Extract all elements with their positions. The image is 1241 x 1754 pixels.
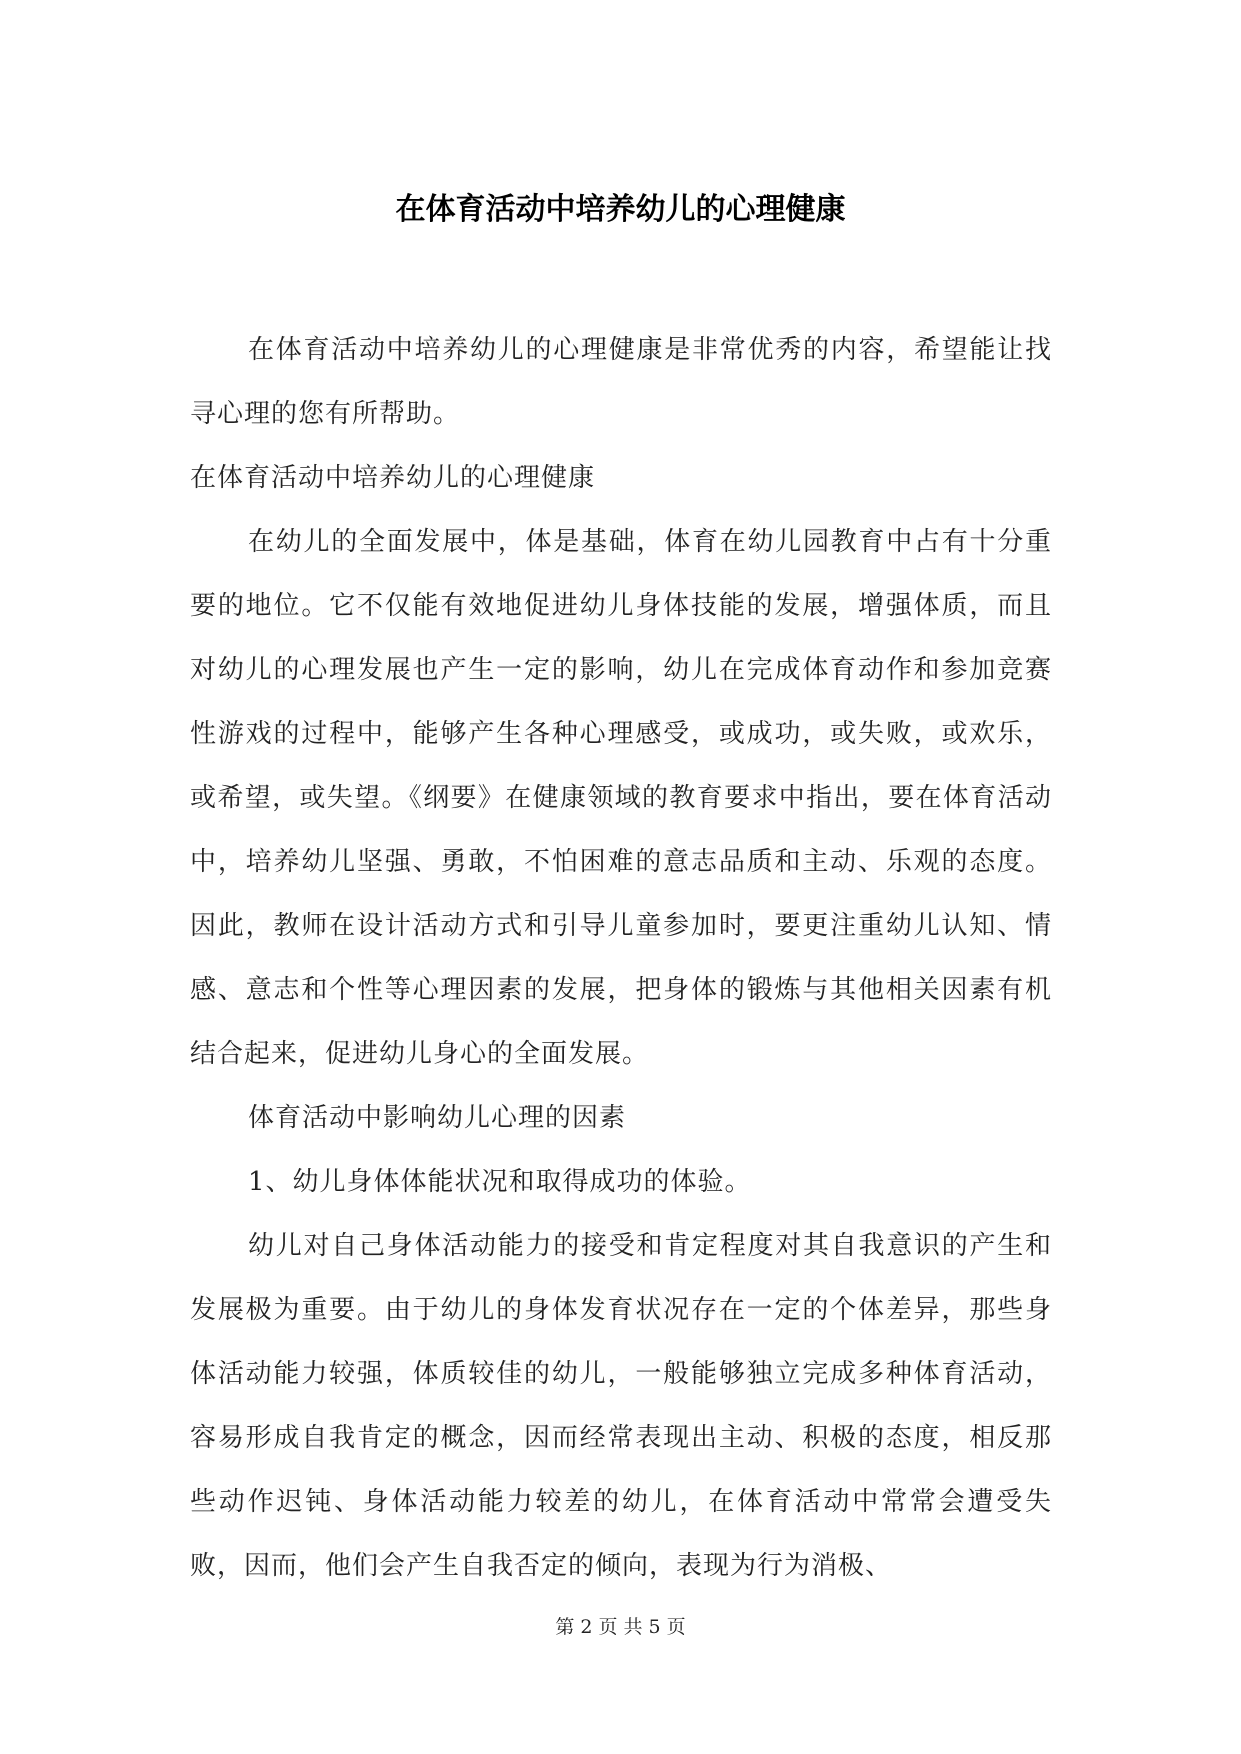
numbered-heading: 1、幼儿身体体能状况和取得成功的体验。 (248, 1167, 752, 1197)
subsection-heading: 体育活动中影响幼儿心理的因素 (248, 1103, 627, 1133)
body-paragraph: 在幼儿的全面发展中，体是基础，体育在幼儿园教育中占有十分重要的地位。它不仅能有效地促进幼儿身体技能的发展，增强体质，而且对幼儿的心理发展也产生一定的影响，幼儿在完成体育动作和参加竞赛性游戏的过程中，能够产生各种心理感受，或成功，或失败，或欢乐，或希望，或失望。《纲要》在健康领域的教育要求中指出，要在体育活动中，培养幼儿坚强、勇敢，不怕困难的意志品质和主动、乐观的态度。因此，教师在设计活动方式和引导儿童参加时，要更注重幼儿认知、情感、意志和个性等心理因素的发展，把身体的锻炼与其他相关因素有机结合起来，促进幼儿身心的全面发展。 (190, 527, 1052, 1069)
body-paragraph: 幼儿对自己身体活动能力的接受和肯定程度对其自我意识的产生和发展极为重要。由于幼儿的身体发育状况存在一定的个体差异，那些身体活动能力较强，体质较佳的幼儿，一般能够独立完成多种体育活动，容易形成自我肯定的概念，因而经常表现出主动、积极的态度，相反那些动作迟钝、身体活动能力较差的幼儿，在体育活动中常常会遭受失败，因而，他们会产生自我否定的倾向，表现为行为消极、 (190, 1231, 1052, 1581)
document-body (190, 318, 1052, 1598)
section-heading: 在体育活动中培养幼儿的心理健康 (190, 463, 596, 493)
document-title: 在体育活动中培养幼儿的心理健康 (395, 192, 846, 227)
page-number-footer: 第 2 页 共 5 页 (555, 1616, 686, 1638)
intro-paragraph: 在体育活动中培养幼儿的心理健康是非常优秀的内容，希望能让找寻心理的您有所帮助。 (190, 335, 1052, 429)
